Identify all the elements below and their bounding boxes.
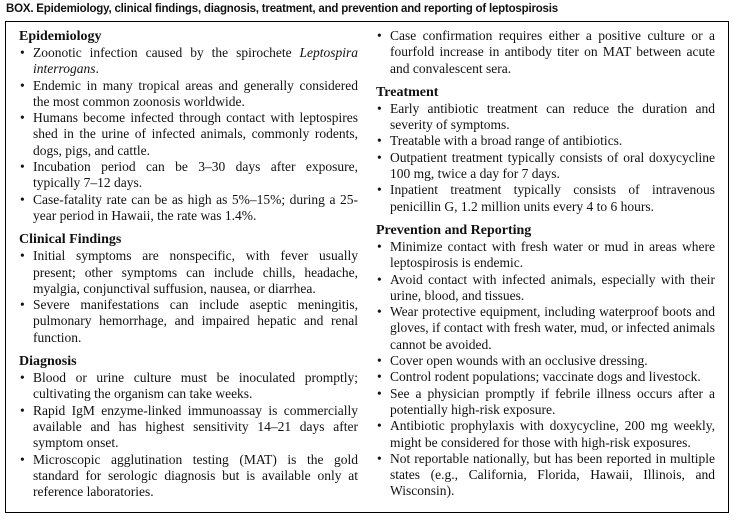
bullet-item: • Incubation period can be 3–30 days after exposure, typically 7–12 days.	[19, 159, 358, 192]
section	[19, 28, 358, 224]
bullet-item: • Microscopic agglutination testing (MAT) is the gold standard for serologic diagnosis but is available only at reference laboratories.	[19, 452, 358, 501]
bullet-item: • Case-fatality rate can be as high as 5%–15%; during a 25-year period in Hawaii, the rate was 1.4%.	[19, 192, 358, 225]
bullet-item: • Humans become infected through contact with leptospires shed in the urine of infected animals, commonly rodents, dogs, pigs, and cattle.	[19, 110, 358, 159]
section-heading: Epidemiology	[19, 29, 102, 44]
bullet-list	[376, 101, 715, 215]
right-column	[376, 28, 715, 506]
section-heading: Prevention and Reporting	[376, 222, 532, 238]
bullet-item: • Not reportable nationally, but has been reported in multiple states (e.g., California, Florida, Hawaii, Illinois, and Wisconsin).	[376, 451, 715, 500]
left-column	[19, 28, 358, 506]
bullet-item: • Endemic in many tropical areas and generally considered the most common zoonosis worldwide.	[19, 78, 358, 111]
bullet-item: • See a physician promptly if febrile illness occurs after a potentially high-risk exposure.	[376, 386, 715, 419]
bullet-list	[19, 45, 358, 224]
bullet-item: • Minimize contact with fresh water or mud in areas where leptospirosis is endemic.	[376, 239, 715, 272]
bullet-item: • Early antibiotic treatment can reduce the duration and severity of symptoms.	[376, 101, 715, 134]
bullet-item: • Control rodent populations; vaccinate dogs and livestock.	[376, 369, 715, 385]
section	[19, 231, 358, 346]
bullet-item: • Avoid contact with infected animals, especially with their urine, blood, and tissues.	[376, 272, 715, 305]
bullet-item: • Initial symptoms are nonspecific, with fever usually present; other symptoms can include chills, headache, myalgia, conjunctival suffusion, nausea, or diarrhea.	[19, 248, 358, 297]
bullet-list	[19, 248, 358, 346]
box-title: BOX. Epidemiology, clinical findings, diagnosis, treatment, and prevention and reporting of leptospirosis	[6, 3, 558, 15]
bullet-list	[19, 370, 358, 500]
bullet-item: • Case confirmation requires either a positive culture or a fourfold increase in antibody titer on MAT between acute and convalescent sera.	[376, 28, 715, 77]
bullet-item: • Rapid IgM enzyme-linked immunoassay is commercially available and has highest sensitivity 14–21 days after symptom onset.	[19, 403, 358, 452]
section-heading: Clinical Findings	[19, 232, 122, 248]
bullet-item: • Treatable with a broad range of antibiotics.	[376, 133, 715, 149]
bullet-item: • Zoonotic infection caused by the spirochete Leptospira interrogans.	[19, 45, 358, 78]
bullet-item: • Severe manifestations can include aseptic meningitis, pulmonary hemorrhage, and impaired hepatic and renal function.	[19, 297, 358, 346]
section	[376, 222, 715, 500]
bullet-item: • Outpatient treatment typically consists of oral doxycycline 100 mg, twice a day for 7 days.	[376, 150, 715, 183]
section	[376, 84, 715, 215]
section	[376, 28, 715, 77]
bullet-item: • Cover open wounds with an occlusive dressing.	[376, 353, 715, 369]
section-heading: Treatment	[376, 84, 439, 100]
bullet-item: • Inpatient treatment typically consists of intravenous penicillin G, 1.2 million units every 4 to 6 hours.	[376, 182, 715, 215]
bullet-list	[376, 28, 715, 77]
bullet-item: • Blood or urine culture must be inoculated promptly; cultivating the organism can take weeks.	[19, 370, 358, 403]
summary-box	[5, 21, 729, 513]
section	[19, 353, 358, 500]
bullet-list	[376, 239, 715, 500]
bullet-item: • Wear protective equipment, including waterproof boots and gloves, if contact with fresh water, mud, or infected animals cannot be avoided.	[376, 304, 715, 353]
section-heading: Diagnosis	[19, 354, 77, 370]
bullet-item: • Antibiotic prophylaxis with doxycycline, 200 mg weekly, might be considered for those with high-risk exposures.	[376, 418, 715, 451]
